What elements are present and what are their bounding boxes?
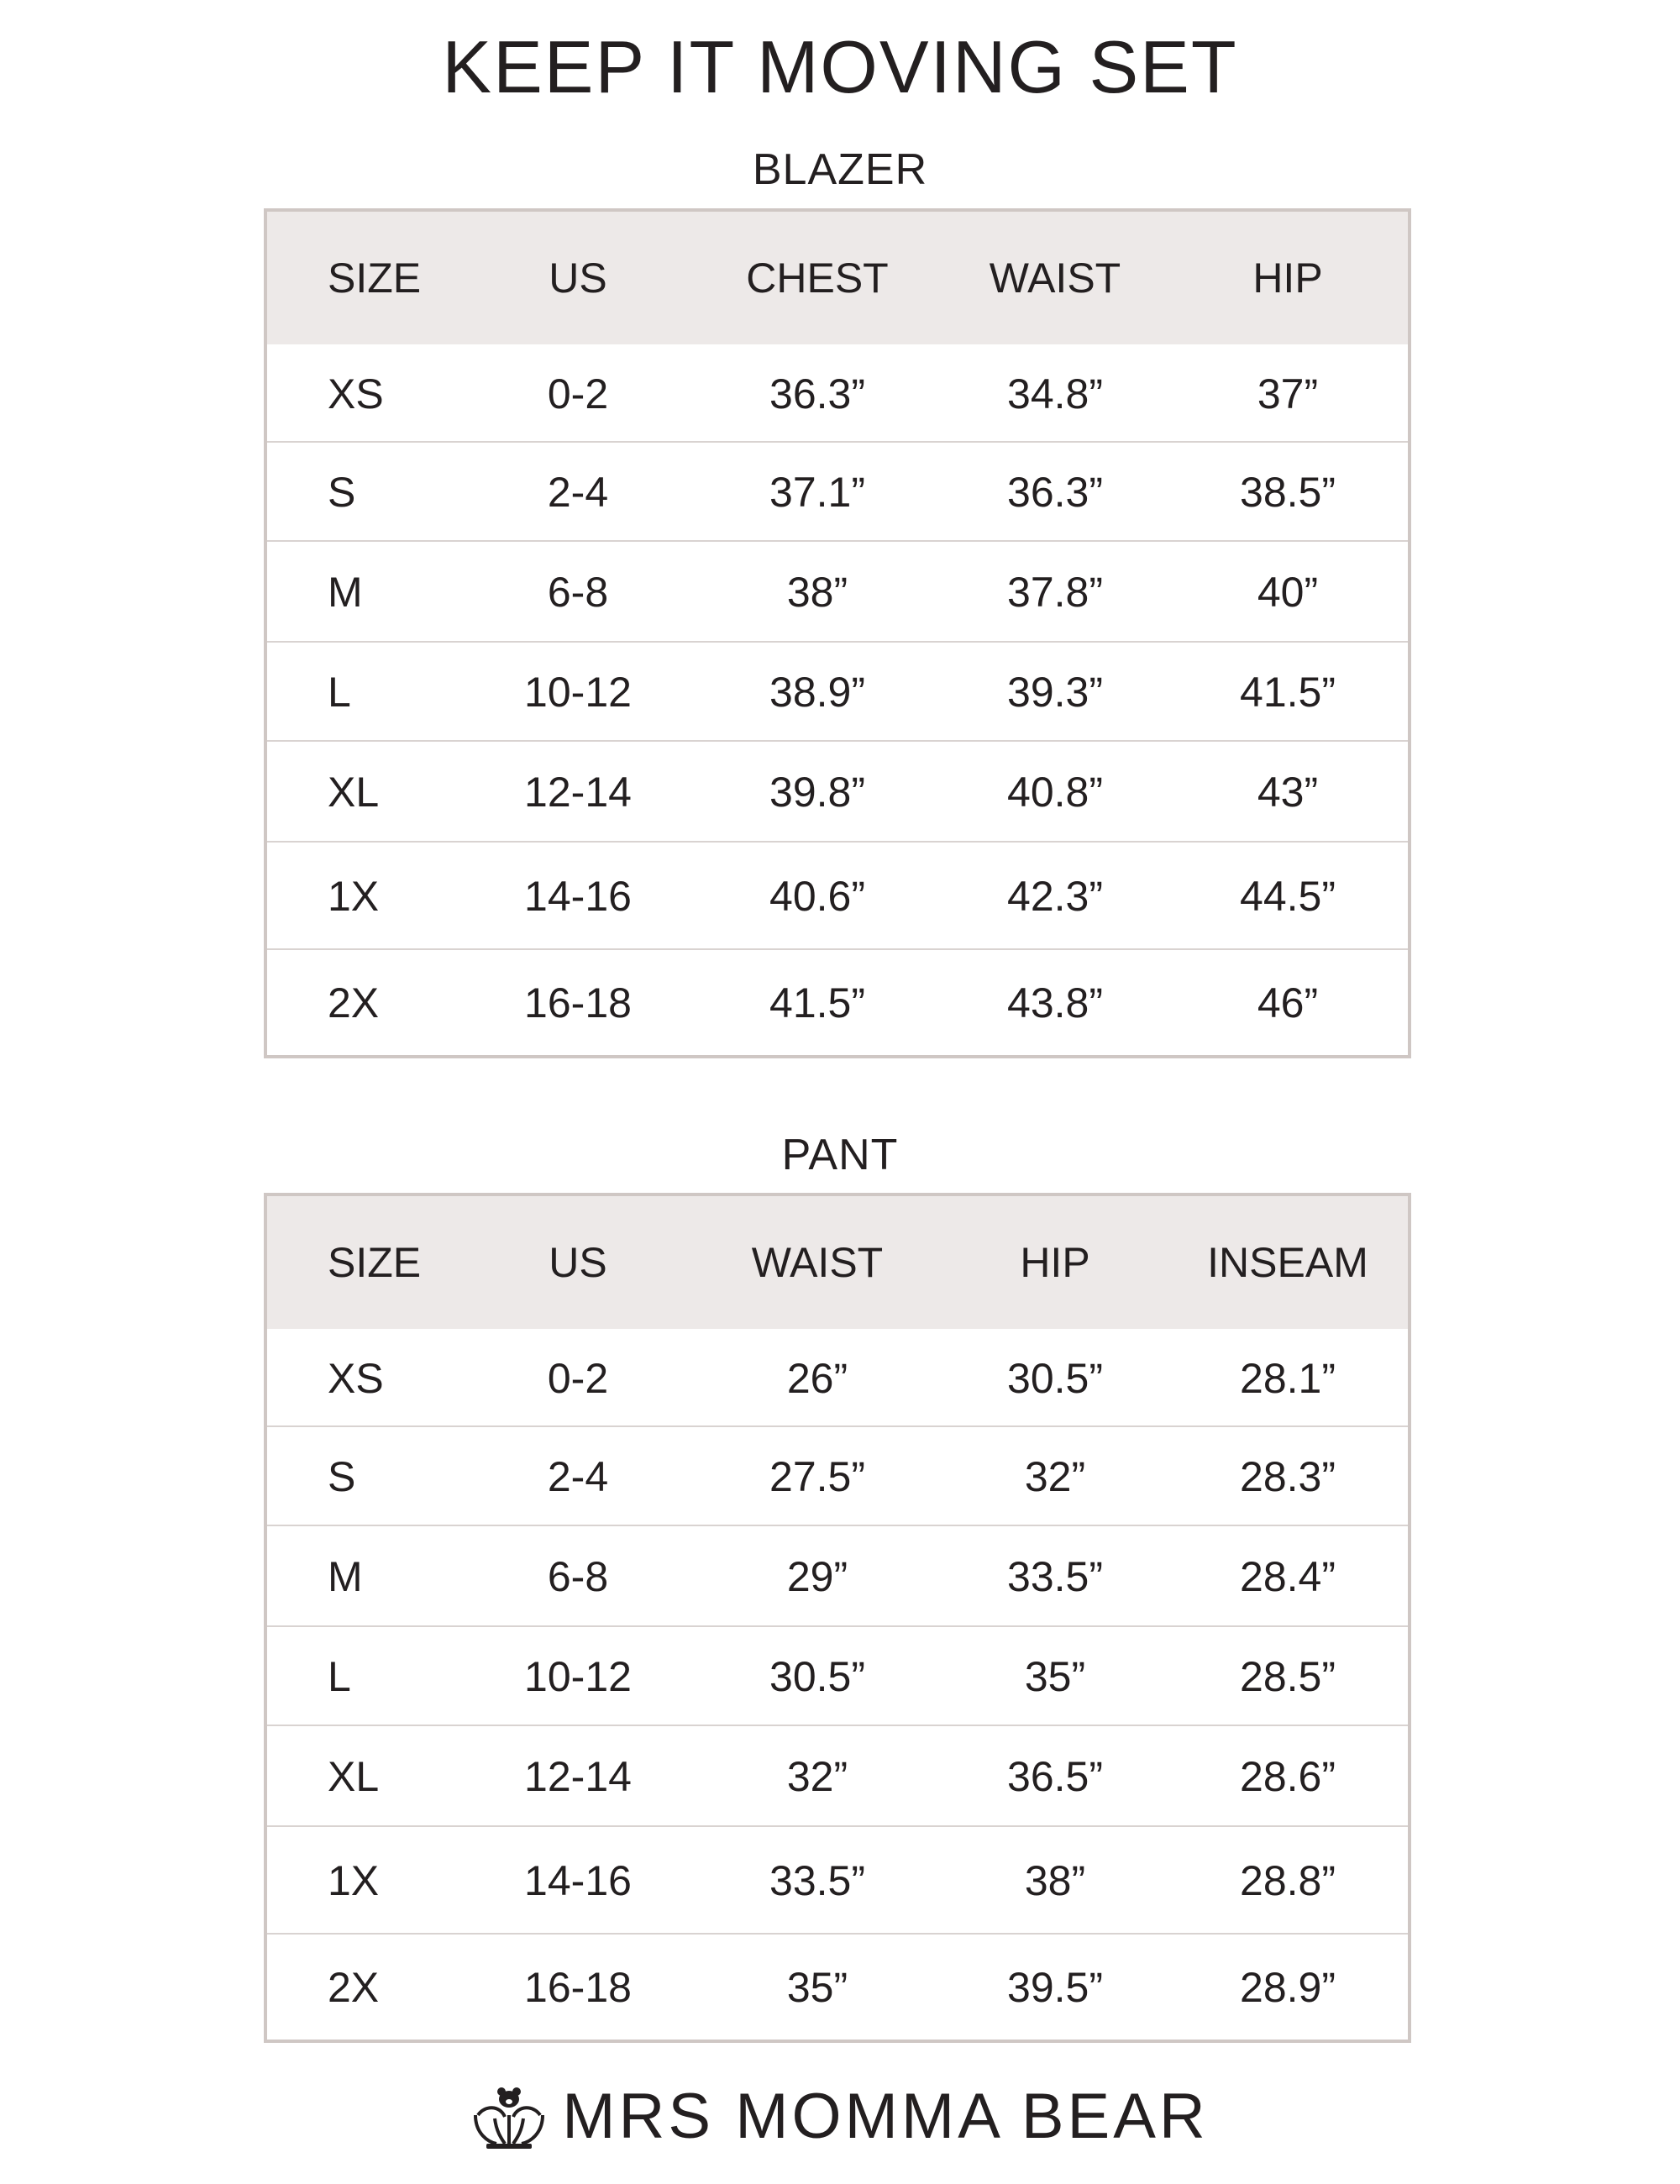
hip-cell: 40” bbox=[1257, 569, 1319, 616]
table-row bbox=[267, 1827, 1408, 1935]
chest-cell: 39.8” bbox=[769, 769, 865, 816]
hip-cell: 30.5” bbox=[1007, 1354, 1103, 1402]
size-cell: 1X bbox=[328, 873, 380, 920]
us-cell: 6-8 bbox=[547, 569, 609, 616]
page-title: KEEP IT MOVING SET bbox=[442, 25, 1238, 108]
waist-cell: 27.5” bbox=[769, 1453, 865, 1500]
us-cell: 12-14 bbox=[524, 1753, 632, 1800]
inseam-cell: 28.5” bbox=[1240, 1653, 1336, 1700]
pant-section-title: PANT bbox=[781, 1131, 899, 1179]
blazer-table-header bbox=[267, 212, 1408, 344]
header-size: SIZE bbox=[328, 1239, 422, 1286]
size-cell: 1X bbox=[328, 1857, 380, 1904]
us-cell: 12-14 bbox=[524, 769, 632, 816]
waist-cell: 42.3” bbox=[1007, 873, 1103, 920]
header-us: US bbox=[549, 1239, 607, 1286]
size-cell: XS bbox=[328, 370, 384, 417]
header-hip: HIP bbox=[1020, 1239, 1090, 1286]
chest-cell: 37.1” bbox=[769, 469, 865, 516]
header-us: US bbox=[549, 255, 607, 302]
waist-cell: 30.5” bbox=[769, 1653, 865, 1700]
inseam-cell: 28.4” bbox=[1240, 1553, 1336, 1600]
chest-cell: 38.9” bbox=[769, 669, 865, 716]
waist-cell: 40.8” bbox=[1007, 769, 1103, 816]
hip-cell: 37” bbox=[1257, 370, 1319, 417]
size-cell: M bbox=[328, 569, 363, 616]
header-waist: WAIST bbox=[989, 255, 1121, 302]
us-cell: 14-16 bbox=[524, 1857, 632, 1904]
chest-cell: 40.6” bbox=[769, 873, 865, 920]
pant-size-table bbox=[264, 1193, 1411, 2043]
waist-cell: 29” bbox=[786, 1553, 848, 1600]
size-cell: 2X bbox=[328, 979, 380, 1026]
inseam-cell: 28.8” bbox=[1240, 1857, 1336, 1904]
hip-cell: 38.5” bbox=[1240, 469, 1336, 516]
table-row bbox=[267, 1427, 1408, 1526]
waist-cell: 35” bbox=[786, 1963, 848, 2011]
inseam-cell: 28.3” bbox=[1240, 1453, 1336, 1500]
table-row bbox=[267, 443, 1408, 542]
us-cell: 14-16 bbox=[524, 873, 632, 920]
waist-cell: 39.3” bbox=[1007, 669, 1103, 716]
size-cell: L bbox=[328, 669, 351, 716]
hip-cell: 35” bbox=[1024, 1653, 1086, 1700]
table-row bbox=[267, 843, 1408, 950]
header-chest: CHEST bbox=[746, 255, 889, 302]
table-row bbox=[267, 1526, 1408, 1627]
inseam-cell: 28.1” bbox=[1240, 1354, 1336, 1402]
waist-cell: 36.3” bbox=[1007, 469, 1103, 516]
size-cell: L bbox=[328, 1653, 351, 1700]
waist-cell: 33.5” bbox=[769, 1857, 865, 1904]
blazer-section-title: BLAZER bbox=[752, 145, 928, 194]
table-row bbox=[267, 1329, 1408, 1427]
chest-cell: 38” bbox=[786, 569, 848, 616]
table-row bbox=[267, 542, 1408, 643]
us-cell: 2-4 bbox=[547, 1453, 609, 1500]
us-cell: 6-8 bbox=[547, 1553, 609, 1600]
size-cell: XL bbox=[328, 769, 380, 816]
us-cell: 10-12 bbox=[524, 669, 632, 716]
inseam-cell: 28.9” bbox=[1240, 1963, 1336, 2011]
size-cell: XS bbox=[328, 1354, 384, 1402]
waist-cell: 32” bbox=[786, 1753, 848, 1800]
hip-cell: 44.5” bbox=[1240, 873, 1336, 920]
table-row bbox=[267, 742, 1408, 843]
header-inseam: INSEAM bbox=[1207, 1239, 1368, 1286]
table-row bbox=[267, 344, 1408, 443]
hip-cell: 41.5” bbox=[1240, 669, 1336, 716]
hip-cell: 39.5” bbox=[1007, 1963, 1103, 2011]
size-cell: S bbox=[328, 1453, 356, 1500]
hip-cell: 43” bbox=[1257, 769, 1319, 816]
table-row bbox=[267, 950, 1408, 1055]
inseam-cell: 28.6” bbox=[1240, 1753, 1336, 1800]
size-cell: 2X bbox=[328, 1963, 380, 2011]
size-cell: M bbox=[328, 1553, 363, 1600]
hip-cell: 32” bbox=[1024, 1453, 1086, 1500]
table-row bbox=[267, 1935, 1408, 2040]
waist-cell: 34.8” bbox=[1007, 370, 1103, 417]
hip-cell: 33.5” bbox=[1007, 1553, 1103, 1600]
pant-table-header bbox=[267, 1196, 1408, 1329]
us-cell: 0-2 bbox=[547, 1354, 609, 1402]
us-cell: 10-12 bbox=[524, 1653, 632, 1700]
header-size: SIZE bbox=[328, 255, 422, 302]
chest-cell: 41.5” bbox=[769, 979, 865, 1026]
waist-cell: 26” bbox=[786, 1354, 848, 1402]
us-cell: 2-4 bbox=[547, 469, 609, 516]
brand-name: MRS MOMMA BEAR bbox=[562, 2081, 1209, 2152]
brand-footer bbox=[0, 2071, 1680, 2163]
blazer-size-table bbox=[264, 208, 1411, 1058]
chest-cell: 36.3” bbox=[769, 370, 865, 417]
hip-cell: 36.5” bbox=[1007, 1753, 1103, 1800]
table-row bbox=[267, 1726, 1408, 1827]
hip-cell: 46” bbox=[1257, 979, 1319, 1026]
size-cell: S bbox=[328, 469, 356, 516]
size-cell: XL bbox=[328, 1753, 380, 1800]
table-row bbox=[267, 643, 1408, 742]
crown-bear-icon bbox=[471, 2083, 547, 2150]
waist-cell: 37.8” bbox=[1007, 569, 1103, 616]
us-cell: 16-18 bbox=[524, 979, 632, 1026]
table-row bbox=[267, 1627, 1408, 1726]
hip-cell: 38” bbox=[1024, 1857, 1086, 1904]
header-waist: WAIST bbox=[751, 1239, 884, 1286]
us-cell: 16-18 bbox=[524, 1963, 632, 2011]
us-cell: 0-2 bbox=[547, 370, 609, 417]
waist-cell: 43.8” bbox=[1007, 979, 1103, 1026]
header-hip: HIP bbox=[1252, 255, 1323, 302]
